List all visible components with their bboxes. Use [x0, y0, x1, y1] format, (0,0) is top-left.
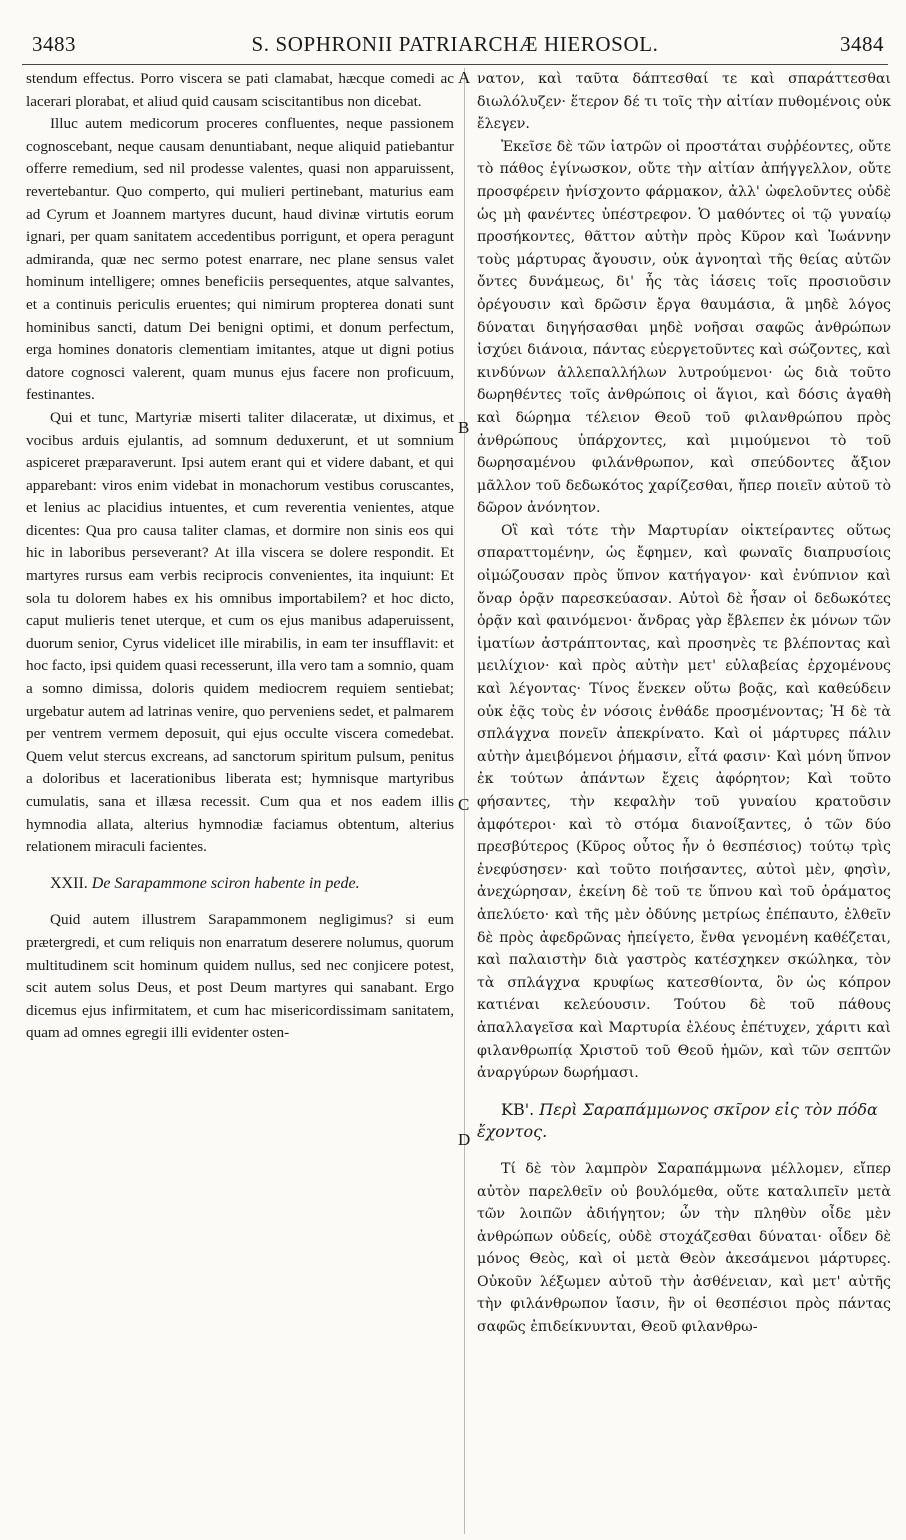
greek-chapter-title: Περὶ Σαραπάμμωνος σκῖρον εἰς τὸν πόδα ἔχοντος.	[477, 1099, 878, 1142]
latin-paragraph-4: Quid autem illustrem Sarapammonem negligimus? si eum prætergredi, et cum reliquis non enarratum deserere nolumus, quorum multitudinem scit hominum quidem nullus, sed nec conjicere potest, scit autem solus Deus, et post Deum martyres qui sanabant. Ergo dicemus ejus infirmitatem, et cum hac misericordissimam sanitatem, quam ad omnes egregii illi evidenter osten-	[26, 911, 454, 1042]
latin-paragraph-1: stendum effectus. Porro viscera se pati clamabat, hæcque comedi ac lacerari plorabat, et aliud quid causam sciscitantibus non dicebat.	[26, 70, 454, 110]
latin-paragraph-2: Illuc autem medicorum proceres confluentes, neque passionem cognoscebant, neque causam denuntiabant, neque aliquid patiebantur offerre remedium, sed nil prodesse valentes, quasi non apparuissent, revertebantur. Quo comperto, qui mulieri pertinebant, maturius eam ad Cyrum et Joannem martyres ducunt, haud divinæ virtutis eorum ignari, per quam sanitatem accedentibus porrigunt, et opera peragunt admiranda, quæ nec sermo potest enarrare, nec plane sensus valet hominum intelligere; omnes beneficiis persequentes, atque salvantes, et a continuis periculis eruentes; qui nimirum propterea donati sunt hominibus sancti, datum Dei benigni optimi, et donum perfectum, erga homines donatoris clementiam imitantes, atque ut digni potius datore cognosci valerent, quam munus ejus facere non proficuum, festinantes.	[26, 115, 454, 404]
latin-chapter-heading	[26, 873, 454, 896]
margin-marker-a: A	[458, 68, 471, 87]
page-number-left: 3483	[32, 32, 76, 56]
greek-paragraph-2: Ἐκεῖσε δὲ τῶν ἰατρῶν οἱ προστάται συῤῥέοντες, οὔτε τὸ πάθος ἐγίνωσκον, οὔτε τὴν αἰτίαν ἀπήγγελλον, οὔτε προσφέρειν ἠνίσχοντο φάρμακον, ἀλλ' ὠφελοῦντες οὐδὲ ὡς μὴ φανέντες ὑπέστρεφον. Ὁ μαθόντες οἱ τῷ γυναίῳ προσήκοντες, θᾶττον αὐτὴν πρὸς Κῦρον καὶ Ἰωάννην τοὺς μάρτυρας ἄγουσιν, οὐκ ἀγνοηταὶ τῆς θείας αὐτῶν ὄντες δυνάμεως, δι' ἧς τὰς ἰάσεις τοῖς προσιοῦσιν ὀρέγουσιν καὶ δρῶσιν ἔργα θαυμάσια, ἃ μηδὲ λόγος δύναται διηγήσασθαι μηδὲ νοῆσαι σαφῶς ἀνθρώπων ἰσχύει διάνοια, πάντας εὐεργετοῦντες καὶ σώζοντες, καὶ κινδύνων ἀλλεπαλλήλων λυτρούμενοι· ὡς διὰ τοῦτο δωρηθέντες τοῖς ἀνθρώποις οἱ ἅγιοι, καὶ δόσις ἀγαθὴ καὶ δώρημα τέλειον Θεοῦ τοῦ φιλανθρώπου πρὸς ἀνθρώπους ὑπάρχοντες, καὶ μιμούμενοι τὸ τοῦ δωρησαμένου φιλάνθρωπον, καὶ σπεύδοντες ἄξιον μᾶλλον τοῦ δεδωκότος χαρίζεσθαι, ἤπερ ποιεῖν αὐτοῦ τὸ δῶρον ἀνόνητον.	[477, 138, 891, 517]
latin-chapter-number: XXII.	[50, 874, 88, 892]
page-number-right: 3484	[840, 32, 884, 56]
greek-chapter-heading	[477, 1099, 891, 1144]
greek-paragraph-1: νατον, καὶ ταῦτα δάπτεσθαί τε καὶ σπαράττεσθαι διωλόλυζεν· ἕτερον δέ τι τοῖς τὴν αἰτίαν πυθομένοις οὐκ ἔλεγεν.	[477, 71, 891, 133]
greek-paragraph-3: Οἳ καὶ τότε τὴν Μαρτυρίαν οἰκτείραντες οὕτως σπαραττομένην, ὡς ἔφημεν, καὶ φωναῖς διαπρυσίοις οἰμώζουσαν πρὸς ὕπνον κατήγαγον· καὶ ἐνύπνιον καὶ ὄναρ ὁρᾷν παρεσκεύασαν. Αὐτοὶ δὲ ἦσαν οἱ δεδωκότες ὁρᾷν καὶ φαινόμενοι· ἄνδρας γὰρ ἔβλεπεν ἐκ μόνων τῶν ἱματίων ἀστράπτοντας, καὶ προσηνὲς τε βλέποντας καὶ μειλίχιον· καὶ πρὸς αὐτὴν μετ' εὐλαβείας ἐρχομένους καὶ λέγοντας· Τίνος ἕνεκεν οὕτω βοᾷς, καὶ καθεύδειν οὐκ ἐᾷς τοὺς ἐν νόσοις ἐνθάδε προσμένοντας; Ἡ δὲ τὰ σπλάγχνα πονεῖν ἀπεκρίνατο. Καὶ οἱ μάρτυρες πάλιν αὐτὴν ἀμειβόμενοι ῥήμασιν, εἶτά φασιν· Καὶ μόνη ὕπνον ἐκ τούτων ἁπάντων ἔχεις ἀφόρητον; Καὶ τοῦτο φήσαντες, τὴν κεφαλὴν τοῦ γυναίου κρατοῦσιν ἀμφότεροι· καὶ τὸ στόμα διανοίξαντες, ὁ τῶν δύο πρεσβύτερος (Κῦρος οὗτος ἦν ὁ θεσπέσιος) τούτῳ τρὶς ἐνεφύσησεν· καὶ τοῦτο ποιήσαντες, αὐτοὶ μὲν, φησὶν, ἀνεχώρησαν, ἐκείνη δὲ τοῦ τε ὕπνου καὶ τοῦ ὁράματος ἀπελύετο· καὶ τῆς μὲν ὀδύνης μετρίως ἐπέπαυτο, ἐλθεῖν δὲ πρὸς ἀφεδρῶνας ἠπείγετο, ἔνθα γενομένη καθέζεται, καὶ παλαιστὴν διὰ γαστρὸς κατέσχηκεν σκώληκα, τὸν τὰ σπλάγχνα κρυφίως κατεσθίοντα, ὃν ὡς κόπρον κατιέναι κελεύουσιν. Τούτου δὲ τοῦ πάθους ἀπαλλαγεῖσα καὶ Μαρτυρία ἐλέους ἐπέτυχεν, χάριτι καὶ φιλανθρωπίᾳ Χριστοῦ τοῦ Θεοῦ ἡμῶν, καὶ τῶν σεπτῶν ἀναργύρων δωρήμασι.	[477, 522, 891, 1082]
greek-paragraph-4: Τί δὲ τὸν λαμπρὸν Σαραπάμμωνα μέλλομεν, εἴπερ αὐτὸν παρελθεῖν οὐ βουλόμεθα, οὔτε καταλιπεῖν μετὰ τῶν λοιπῶν ἀδιήγητον; ὧν τὴν πληθὺν οἶδε μὲν ἀνθρώπων οὐδείς, οὐδὲ στοχάζεσθαι δύναται· οἶδεν δὲ μόνος Θεὸς, καὶ οἱ μετὰ Θεὸν ἀκεσάμενοι μάρτυρες. Οὐκοῦν λέξωμεν αὐτοῦ τὴν ἀσθένειαν, καὶ μετ' αὐτῆς τὴν φιλάνθρωπον ἴασιν, ἣν οἱ θεσπέσιοι πρὸς πάντας σαφῶς ἐπιδείκνυνται, Θεοῦ φιλανθρω-	[477, 1160, 891, 1336]
margin-marker-c: C	[458, 795, 470, 814]
latin-chapter-title: De Sarapammone sciron habente in pede.	[91, 874, 360, 892]
latin-paragraph-3: Qui et tunc, Martyriæ miserti taliter dilaceratæ, ut diximus, et vocibus arduis ejulantis, ad somnum deduxerunt, et ut somnium aspiceret præparaverunt. Ipsi autem erant qui et videre dabant, et qui apparebant: viros enim videbat in monachorum vestibus coruscantes, et lenius ac placidius intuentes, et cum reverentia venientes, atque dicentes: Qua pro causa taliter clamas, et dormire non sinis eos qui hic in laboribus perseverant? At illa viscera se dolere respondit. Et martyres rursus eam verbis reciprocis convenientes, ita inquiunt: Et sola tu dolorem habes ex his omnibus importabilem? et hoc dicto, caput mulieris tenet uterque, et cum os ejus manibus adaperuissent, duorum senior, Cyrus videlicet ille mirabilis, in eam ter insufflavit: et hoc facto, ipsi quidem quasi recesserunt, illa vero tam a somnio, quam a somno dimissa, doloris quidem mediocrem requiem sentiebat; urgebatur autem ad latrinas venire, quo perveniens sedet, et palmarem per ventrem vermem deposuit, qui ejus occulte viscera comedebat. Quem velut stercus excreans, ad sanctorum spiritum pulsum, penitus a doloribus et lacerationibus liberata est; hymnisque martyribus cumulatis, sana et illæsa recessit. Cum qua et nos eadem illis hymnodia allata, alterius hymnodiæ faciamus obtentum, alterius relationem miraculi facientes.	[26, 408, 454, 856]
margin-marker-b: B	[458, 418, 470, 437]
latin-column	[26, 68, 454, 1534]
running-title: S. SOPHRONII PATRIARCHÆ HIEROSOL.	[251, 32, 659, 56]
greek-column	[477, 68, 891, 1534]
margin-marker-d: D	[458, 1130, 471, 1149]
greek-chapter-number: ΚΒ'.	[501, 1099, 535, 1119]
page-header	[22, 30, 888, 65]
